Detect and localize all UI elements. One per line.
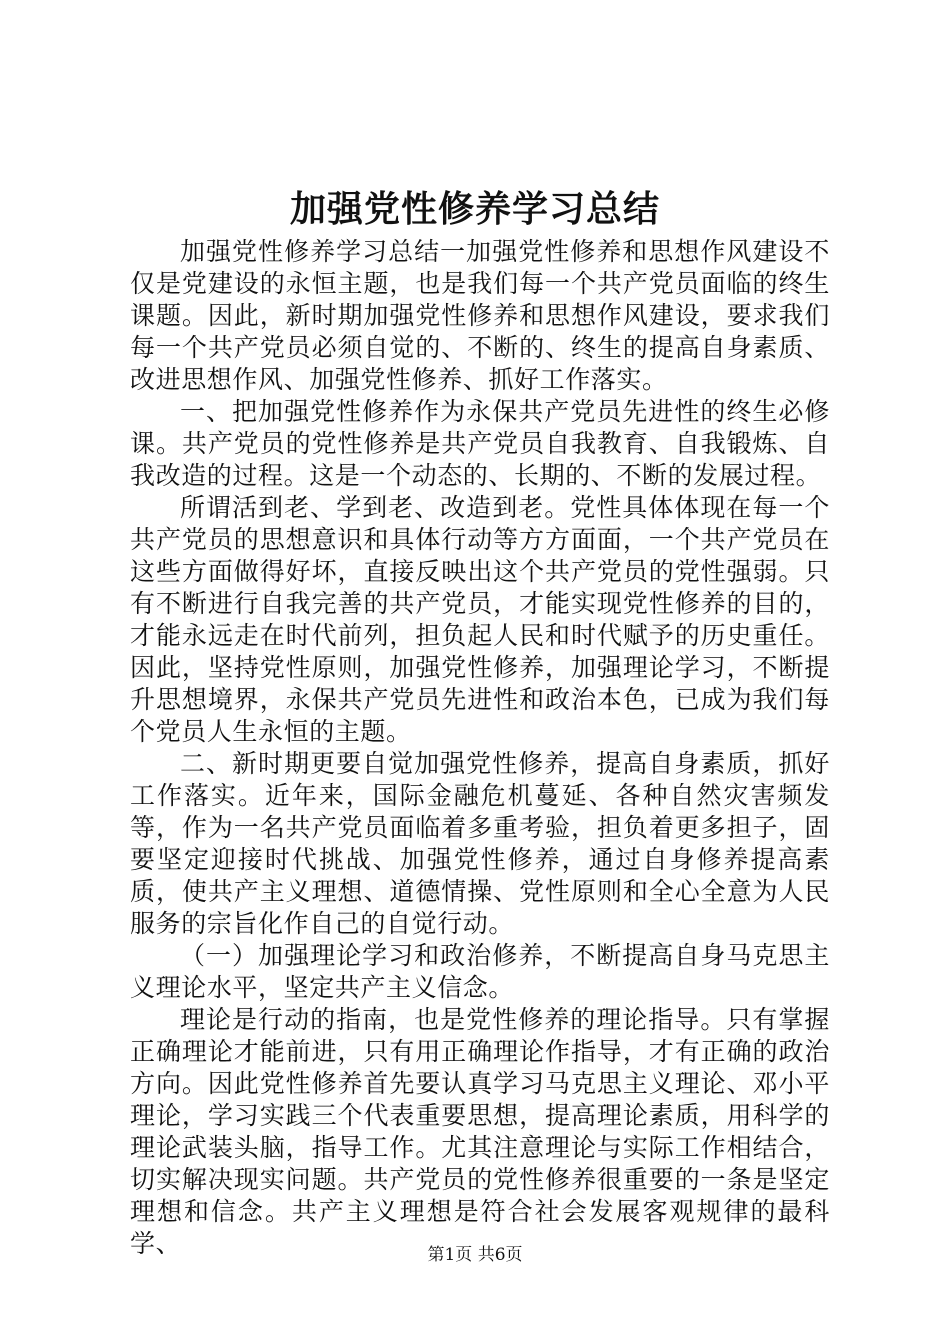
paragraph-4: 二、新时期更要自觉加强党性修养，提高自身素质，抓好工作落实。近年来，国际金融危机蔓延、各种自然灾害频发等，作为一名共产党员面临着多重考验，担负着更多担子，固要坚定迎接时代挑战、加强党性修养，通过自身修养提高素质，使共产主义理想、道德情操、党性原则和全心全意为人民服务的宗旨化作自己的自觉行动。 bbox=[130, 749, 830, 938]
paragraph-1: 加强党性修养学习总结一加强党性修养和思想作风建设不仅是党建设的永恒主题，也是我们每一个共产党员面临的终生课题。因此，新时期加强党性修养和思想作风建设，要求我们每一个共产党员必须自觉的、不断的、终生的提高自身素质、改进思想作风、加强党性修养、抓好工作落实。 bbox=[130, 237, 830, 394]
paragraph-6: 理论是行动的指南，也是党性修养的理论指导。只有掌握正确理论才能前进，只有用正确理论作指导，才有正确的政治方向。因此党性修养首先要认真学习马克思主义理论、邓小平理论，学习实践三个代表重要思想，提高理论素质，用科学的理论武装头脑，指导工作。尤其注意理论与实际工作相结合，切实解决现实问题。共产党员的党性修养很重要的一条是坚定理想和信念。共产主义理想是符合社会发展客观规律的最科学、 bbox=[130, 1005, 830, 1258]
document-title: 加强党性修养学习总结 bbox=[289, 188, 660, 230]
page-number-footer: 第1页 共6页 bbox=[427, 1245, 523, 1265]
paragraph-2: 一、把加强党性修养作为永保共产党员先进性的终生必修课。共产党员的党性修养是共产党员自我教育、自我锻炼、自我改造的过程。这是一个动态的、长期的、不断的发展过程。 bbox=[130, 397, 830, 490]
paragraph-5: （一）加强理论学习和政治修养，不断提高自身马克思主义理论水平，坚定共产主义信念。 bbox=[130, 941, 830, 1002]
paragraph-3: 所谓活到老、学到老、改造到老。党性具体体现在每一个共产党员的思想意识和具体行动等方方面面，一个共产党员在这些方面做得好坏，直接反映出这个共产党员的党性强弱。只有不断进行自我完善的共产党员，才能实现党性修养的目的，才能永远走在时代前列，担负起人民和时代赋予的历史重任。因此，坚持党性原则，加强党性修养，加强理论学习，不断提升思想境界，永保共产党员先进性和政治本色，已成为我们每个党员人生永恒的主题。 bbox=[130, 493, 830, 746]
document-body bbox=[130, 236, 830, 1260]
